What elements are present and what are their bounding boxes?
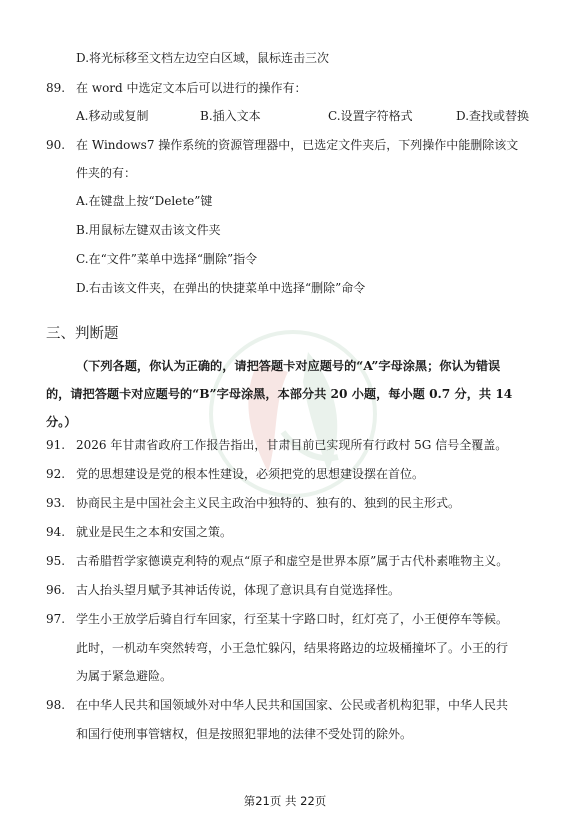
- option-c: C.设置字符格式: [328, 109, 413, 123]
- question-text: 在中华人民共和国领域外对中华人民共和国国家、公民或者机构犯罪，中华人民共: [76, 698, 509, 712]
- question-text: 此时，一机动车突然转弯，小王急忙躲闪，结果将路边的垃圾桶撞坏了。小王的行: [76, 641, 509, 655]
- option-a: A.移动或复制: [76, 109, 149, 123]
- section-instruction: （下列各题，你认为正确的，请把答题卡对应题号的“A”字母涂黑；你认为错误: [76, 359, 501, 373]
- section-title: 三、判断题: [46, 326, 119, 342]
- page-footer: 第21页 共 22页: [243, 794, 327, 808]
- question-number: 97.: [46, 612, 66, 626]
- option-a: A.在键盘上按“Delete”键: [76, 194, 213, 208]
- question-number: 96.: [46, 583, 66, 597]
- question-number: 93.: [46, 496, 66, 510]
- option-c: C.在“文件”菜单中选择“删除”指令: [76, 252, 258, 266]
- question-text: 古希腊哲学家德谟克利特的观点“原子和虚空是世界本原”属于古代朴素唯物主义。: [76, 554, 509, 568]
- option-b: B.插入文本: [200, 109, 261, 123]
- question-number: 92.: [46, 467, 66, 481]
- question-text: 为属于紧急避险。: [76, 669, 173, 683]
- question-number: 89.: [46, 81, 66, 95]
- question-text: 2026 年甘肃省政府工作报告指出，甘肃目前已实现所有行政村 5G 信号全覆盖。: [76, 438, 508, 452]
- question-text: 和国行使刑事管辖权，但是按照犯罪地的法律不受处罚的除外。: [76, 727, 413, 741]
- question-number: 94.: [46, 525, 66, 539]
- question-text: 件夹的有：: [76, 166, 137, 180]
- option-d: D.查找或替换: [456, 109, 530, 123]
- question-text: 在 Windows7 操作系统的资源管理器中，已选定文件夹后，下列操作中能删除该文: [76, 138, 519, 152]
- option-d: D.右击该文件夹，在弹出的快捷菜单中选择“删除”命令: [76, 281, 366, 295]
- question-number: 90.: [46, 138, 66, 152]
- prev-option-d: D.将光标移至文档左边空白区域，鼠标连击三次: [76, 51, 330, 65]
- question-text: 古人抬头望月赋予其神话传说，体现了意识具有自觉选择性。: [76, 583, 401, 597]
- question-text: 就业是民生之本和安国之策。: [76, 525, 233, 539]
- question-text: 协商民主是中国社会主义民主政治中独特的、独有的、独到的民主形式。: [76, 496, 461, 510]
- question-number: 95.: [46, 554, 66, 568]
- question-text: 学生小王放学后骑自行车回家，行至某十字路口时，红灯亮了，小王便停车等候。: [76, 612, 509, 626]
- question-text: 党的思想建设是党的根本性建设，必须把党的思想建设摆在首位。: [76, 467, 425, 481]
- section-instruction: 的，请把答题卡对应题号的“B”字母涂黑，本部分共 20 小题，每小题 0.7 分，共 14: [46, 387, 513, 401]
- section-instruction: 分。）: [46, 415, 77, 429]
- question-number: 98.: [46, 698, 66, 712]
- question-text: 在 word 中选定文本后可以进行的操作有：: [76, 81, 307, 95]
- question-number: 91.: [46, 438, 66, 452]
- option-b: B.用鼠标左键双击该文件夹: [76, 223, 221, 237]
